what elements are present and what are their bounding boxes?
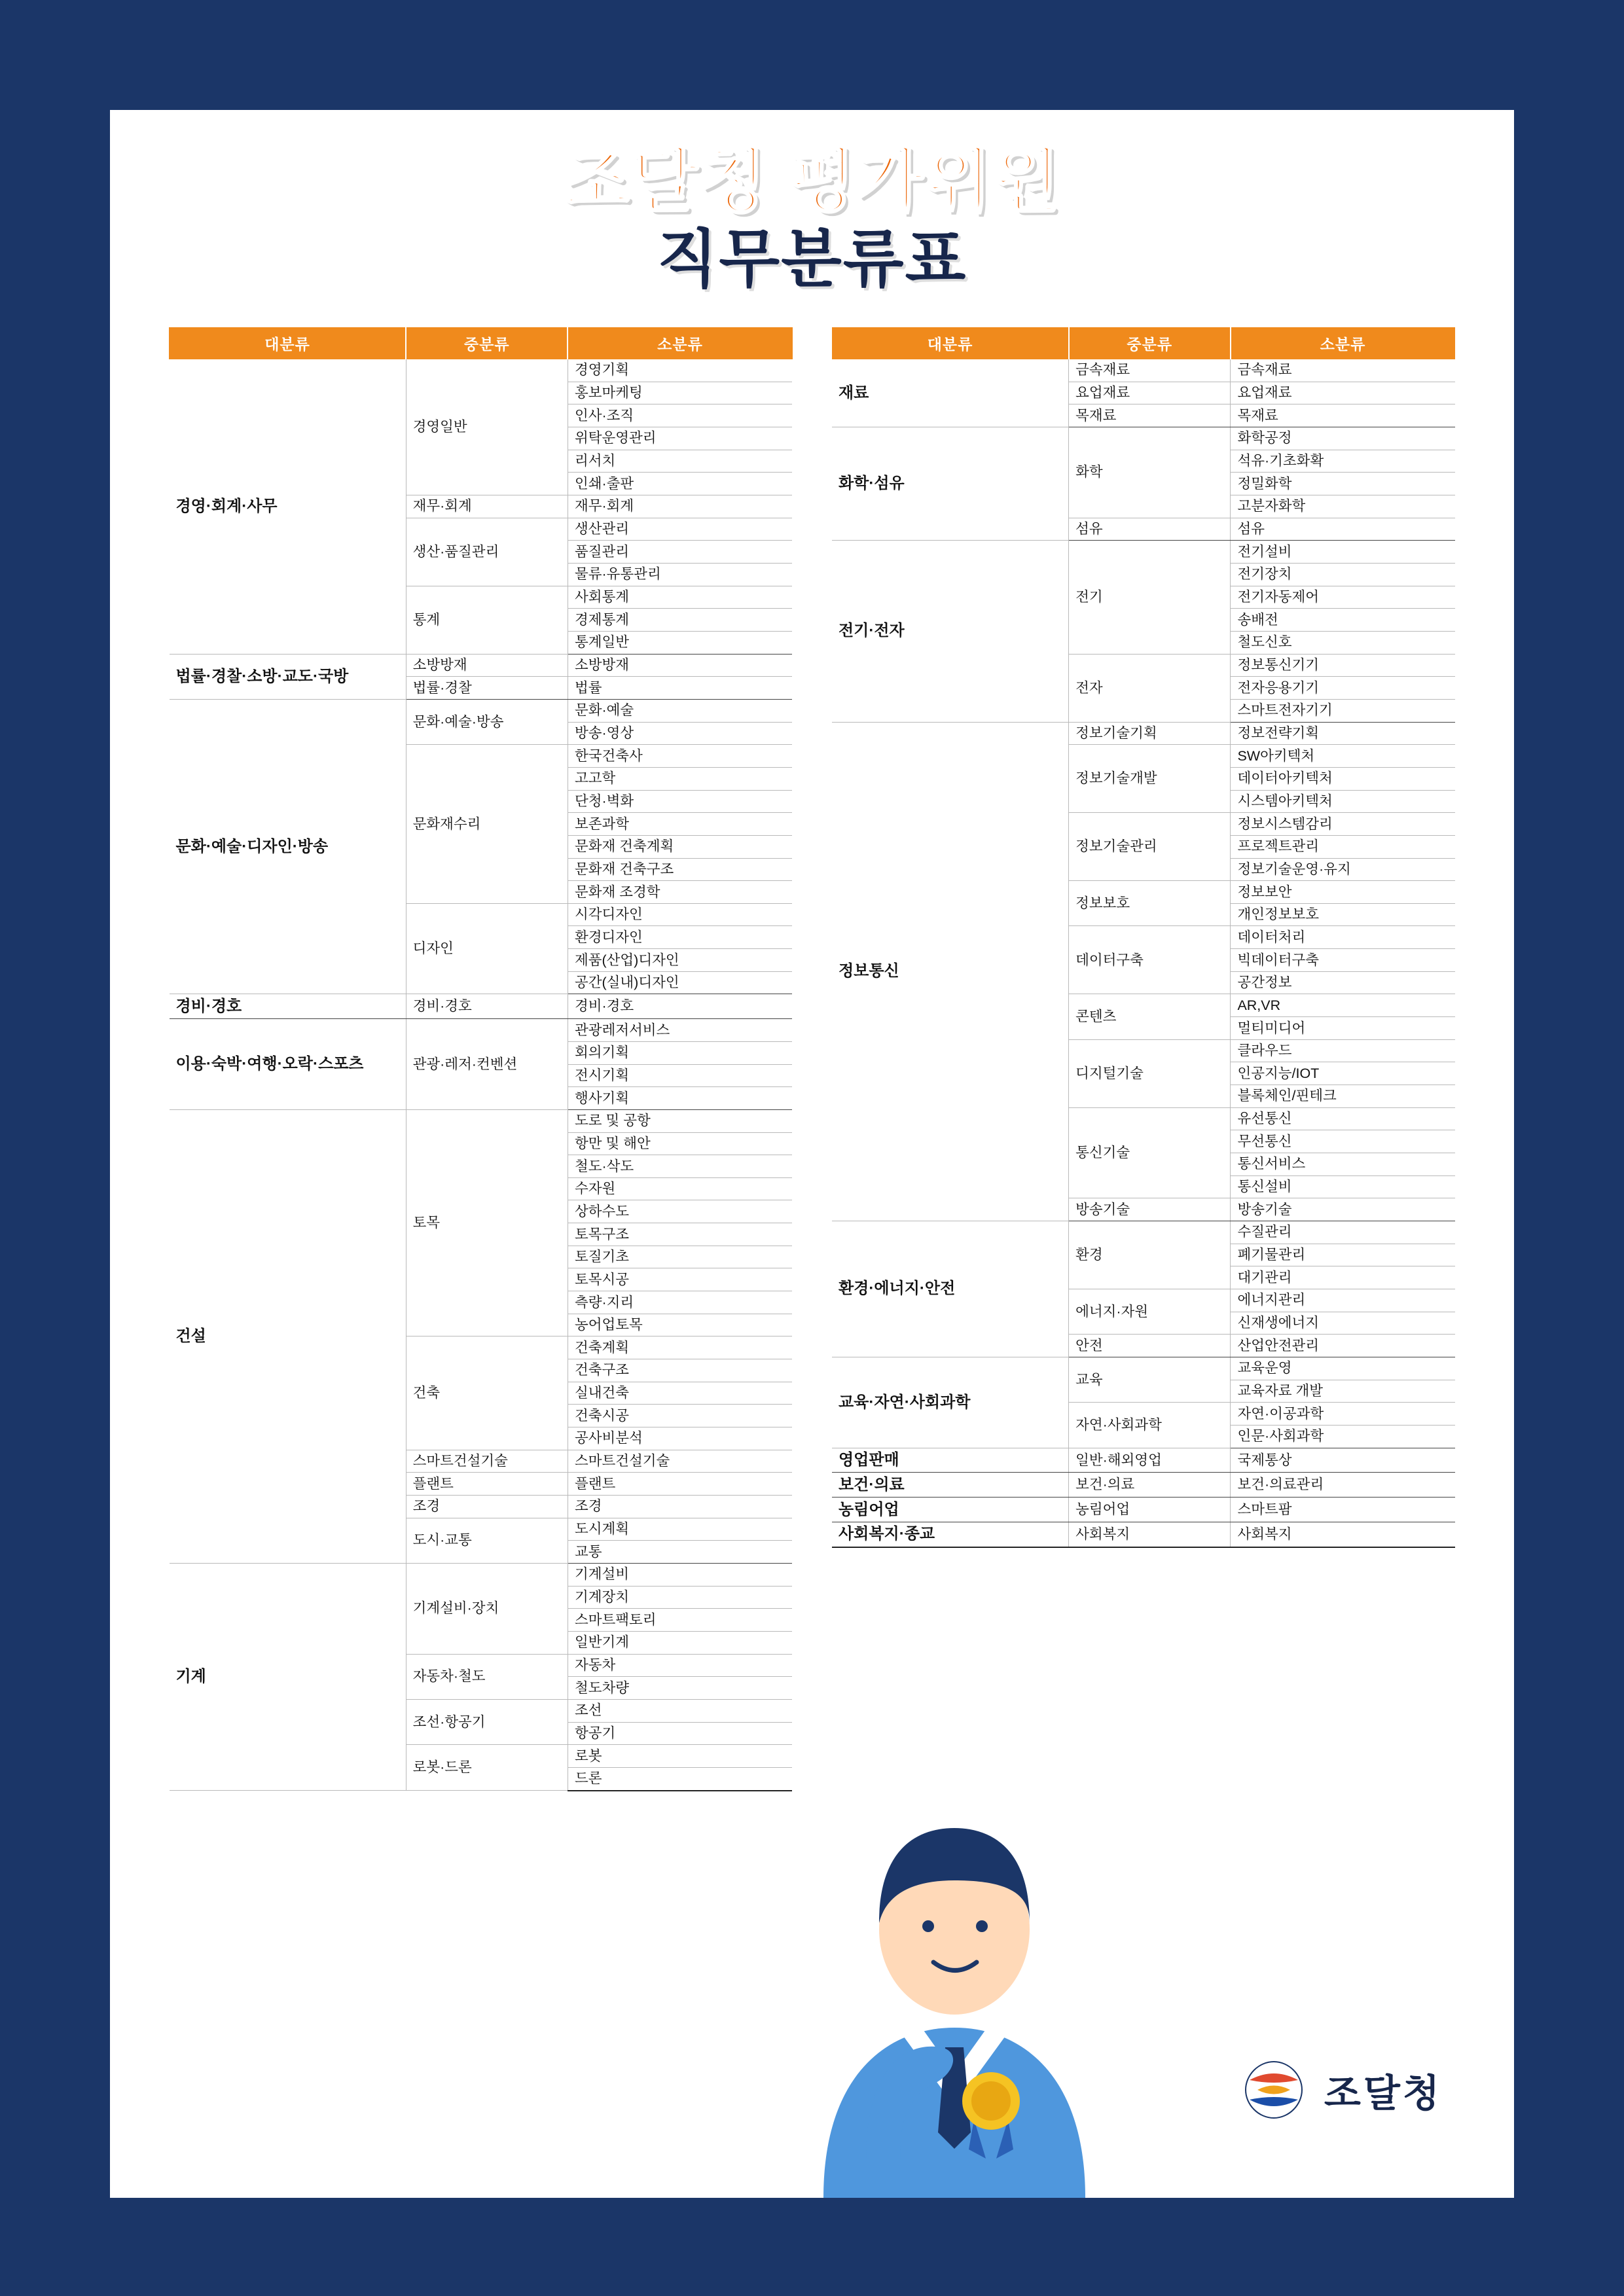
table-row xyxy=(832,1473,1455,1498)
major-category-cell: 영업판매 xyxy=(832,1448,1069,1473)
minor-category-cell: 에너지관리 xyxy=(1231,1289,1455,1312)
middle-category-cell: 스마트건설기술 xyxy=(406,1450,568,1473)
table-row xyxy=(170,699,793,722)
page-subtitle: 직무분류표 xyxy=(657,224,967,295)
table-row xyxy=(832,1357,1455,1380)
minor-category-cell: 금속재료 xyxy=(1231,359,1455,382)
table-row xyxy=(832,427,1455,450)
middle-category-cell: 플랜트 xyxy=(406,1473,568,1496)
minor-category-cell: 무선통신 xyxy=(1231,1130,1455,1153)
table-row xyxy=(832,541,1455,564)
minor-category-cell: 조경 xyxy=(568,1496,792,1518)
header-middle: 중분류 xyxy=(406,328,568,359)
minor-category-cell: 방송·영상 xyxy=(568,722,792,745)
middle-category-cell: 데이터구축 xyxy=(1069,926,1231,994)
minor-category-cell: 회의기획 xyxy=(568,1041,792,1064)
minor-category-cell: 일반기계 xyxy=(568,1631,792,1654)
minor-category-cell: 실내건축 xyxy=(568,1382,792,1405)
major-category-cell: 경영·회계·사무 xyxy=(170,359,406,655)
minor-category-cell: 철도신호 xyxy=(1231,631,1455,654)
table-row xyxy=(832,722,1455,745)
minor-category-cell: 도시계획 xyxy=(568,1518,792,1541)
minor-category-cell: 전기설비 xyxy=(1231,541,1455,564)
middle-category-cell: 정보보호 xyxy=(1069,881,1231,926)
minor-category-cell: 통신서비스 xyxy=(1231,1153,1455,1176)
table-header-row xyxy=(170,328,793,359)
minor-category-cell: 데이터아키텍처 xyxy=(1231,767,1455,790)
minor-category-cell: 경제통계 xyxy=(568,609,792,632)
minor-category-cell: 개인정보보호 xyxy=(1231,903,1455,926)
middle-category-cell: 문화재수리 xyxy=(406,745,568,904)
minor-category-cell: 빅데이터구축 xyxy=(1231,949,1455,972)
minor-category-cell: 인사·조직 xyxy=(568,404,792,427)
minor-category-cell: 사회통계 xyxy=(568,586,792,609)
table-body-left xyxy=(170,359,793,1791)
table-row xyxy=(832,1522,1455,1547)
middle-category-cell: 콘텐츠 xyxy=(1069,994,1231,1039)
table-row xyxy=(832,1448,1455,1473)
middle-category-cell: 전자 xyxy=(1069,654,1231,722)
minor-category-cell: 자동차 xyxy=(568,1654,792,1677)
minor-category-cell: 정보통신기기 xyxy=(1231,654,1455,677)
middle-category-cell: 조선·항공기 xyxy=(406,1699,568,1744)
left-column xyxy=(169,327,793,1791)
middle-category-cell: 정보기술개발 xyxy=(1069,745,1231,813)
minor-category-cell: 수자원 xyxy=(568,1177,792,1200)
minor-category-cell: 농어업토목 xyxy=(568,1314,792,1336)
minor-category-cell: 철도차량 xyxy=(568,1677,792,1700)
minor-category-cell: 인쇄·출판 xyxy=(568,473,792,495)
minor-category-cell: 스마트전자기기 xyxy=(1231,699,1455,722)
middle-category-cell: 요업재료 xyxy=(1069,382,1231,404)
major-category-cell: 환경·에너지·안전 xyxy=(832,1221,1069,1357)
middle-category-cell: 경비·경호 xyxy=(406,994,568,1019)
minor-category-cell: 건축구조 xyxy=(568,1359,792,1382)
minor-category-cell: 항공기 xyxy=(568,1722,792,1745)
minor-category-cell: 단청·벽화 xyxy=(568,790,792,813)
minor-category-cell: 전시기획 xyxy=(568,1064,792,1087)
agency-logo xyxy=(1238,2054,1442,2126)
middle-category-cell: 교육 xyxy=(1069,1357,1231,1402)
minor-category-cell: 대기관리 xyxy=(1231,1266,1455,1289)
minor-category-cell: 도로 및 공항 xyxy=(568,1109,792,1132)
classification-table-right xyxy=(832,327,1456,1548)
table-row xyxy=(170,1563,793,1586)
minor-category-cell: 화학공정 xyxy=(1231,427,1455,450)
classification-table-left xyxy=(169,327,793,1791)
minor-category-cell: 방송기술 xyxy=(1231,1198,1455,1221)
minor-category-cell: 목재료 xyxy=(1231,404,1455,427)
minor-category-cell: 행사기획 xyxy=(568,1087,792,1110)
poster-card xyxy=(110,110,1514,2198)
table-row xyxy=(832,1221,1455,1244)
table-row xyxy=(170,994,793,1019)
middle-category-cell: 정보기술관리 xyxy=(1069,813,1231,881)
poster-title-block xyxy=(110,110,1514,296)
middle-category-cell: 관광·레저·컨벤션 xyxy=(406,1019,568,1110)
middle-category-cell: 섬유 xyxy=(1069,518,1231,541)
minor-category-cell: 리서치 xyxy=(568,450,792,473)
middle-category-cell: 도시·교통 xyxy=(406,1518,568,1563)
minor-category-cell: 국제통상 xyxy=(1231,1448,1455,1473)
middle-category-cell: 디자인 xyxy=(406,903,568,994)
middle-category-cell: 화학 xyxy=(1069,427,1231,518)
minor-category-cell: 한국건축사 xyxy=(568,745,792,768)
minor-category-cell: 수질관리 xyxy=(1231,1221,1455,1244)
minor-category-cell: 사회복지 xyxy=(1231,1522,1455,1547)
minor-category-cell: 드론 xyxy=(568,1767,792,1790)
table-row xyxy=(170,1019,793,1042)
middle-category-cell: 생산·품질관리 xyxy=(406,518,568,586)
minor-category-cell: 교육운영 xyxy=(1231,1357,1455,1380)
middle-category-cell: 토목 xyxy=(406,1109,568,1336)
minor-category-cell: 홍보마케팅 xyxy=(568,382,792,404)
major-category-cell: 정보통신 xyxy=(832,722,1069,1221)
major-category-cell: 사회복지·종교 xyxy=(832,1522,1069,1547)
middle-category-cell: 목재료 xyxy=(1069,404,1231,427)
middle-category-cell: 디지털기술 xyxy=(1069,1039,1231,1107)
minor-category-cell: 토질기초 xyxy=(568,1246,792,1268)
middle-category-cell: 자동차·철도 xyxy=(406,1654,568,1699)
minor-category-cell: 제품(산업)디자인 xyxy=(568,949,792,972)
header-middle: 중분류 xyxy=(1069,328,1231,359)
minor-category-cell: 정보보안 xyxy=(1231,881,1455,904)
major-category-cell: 건설 xyxy=(170,1109,406,1563)
middle-category-cell: 전기 xyxy=(1069,541,1231,654)
minor-category-cell: 교육자료 개발 xyxy=(1231,1380,1455,1403)
major-category-cell: 교육·자연·사회과학 xyxy=(832,1357,1069,1448)
minor-category-cell: 정보시스템감리 xyxy=(1231,813,1455,836)
minor-category-cell: 스마트팜 xyxy=(1231,1498,1455,1522)
classification-tables xyxy=(110,296,1514,1791)
minor-category-cell: 블록체인/핀테크 xyxy=(1231,1085,1455,1108)
minor-category-cell: 위탁운영관리 xyxy=(568,427,792,450)
minor-category-cell: 시스템아키텍처 xyxy=(1231,790,1455,813)
minor-category-cell: 경비·경호 xyxy=(568,994,792,1019)
minor-category-cell: 품질관리 xyxy=(568,541,792,564)
minor-category-cell: 법률 xyxy=(568,677,792,700)
minor-category-cell: 고분자화학 xyxy=(1231,495,1455,518)
minor-category-cell: 경영기획 xyxy=(568,359,792,382)
minor-category-cell: 석유·기초화확 xyxy=(1231,450,1455,473)
minor-category-cell: 스마트팩토리 xyxy=(568,1609,792,1632)
minor-category-cell: 인문·사회과학 xyxy=(1231,1425,1455,1448)
major-category-cell: 법률·경찰·소방·교도·국방 xyxy=(170,654,406,699)
minor-category-cell: 철도·삭도 xyxy=(568,1155,792,1178)
minor-category-cell: 생산관리 xyxy=(568,518,792,541)
minor-category-cell: 공간정보 xyxy=(1231,971,1455,994)
minor-category-cell: 통신설비 xyxy=(1231,1175,1455,1198)
minor-category-cell: 상하수도 xyxy=(568,1200,792,1223)
major-category-cell: 이용·숙박·여행·오락·스포츠 xyxy=(170,1019,406,1110)
minor-category-cell: 신재생에너지 xyxy=(1231,1312,1455,1335)
minor-category-cell: 유선통신 xyxy=(1231,1107,1455,1130)
middle-category-cell: 안전 xyxy=(1069,1335,1231,1357)
middle-category-cell: 로봇·드론 xyxy=(406,1745,568,1791)
minor-category-cell: 토목시공 xyxy=(568,1268,792,1291)
minor-category-cell: 인공지능/IOT xyxy=(1231,1062,1455,1085)
minor-category-cell: 섬유 xyxy=(1231,518,1455,541)
middle-category-cell: 통신기술 xyxy=(1069,1107,1231,1198)
minor-category-cell: 전기자동제어 xyxy=(1231,586,1455,609)
middle-category-cell: 법률·경찰 xyxy=(406,677,568,700)
minor-category-cell: 공간(실내)디자인 xyxy=(568,971,792,994)
header-minor: 소분류 xyxy=(1231,328,1455,359)
header-major: 대분류 xyxy=(170,328,406,359)
minor-category-cell: 시각디자인 xyxy=(568,903,792,926)
minor-category-cell: 정보기술운영·유지 xyxy=(1231,858,1455,881)
minor-category-cell: 전자응용기기 xyxy=(1231,677,1455,700)
middle-category-cell: 재무·회계 xyxy=(406,495,568,518)
evaluator-illustration xyxy=(725,1766,1183,2198)
major-category-cell: 경비·경호 xyxy=(170,994,406,1019)
major-category-cell: 농림어업 xyxy=(832,1498,1069,1522)
middle-category-cell: 금속재료 xyxy=(1069,359,1231,382)
minor-category-cell: SW아키텍처 xyxy=(1231,745,1455,768)
middle-category-cell: 환경 xyxy=(1069,1221,1231,1289)
minor-category-cell: 자연·이공과학 xyxy=(1231,1403,1455,1426)
major-category-cell: 기계 xyxy=(170,1563,406,1790)
table-body-right xyxy=(832,359,1455,1547)
middle-category-cell: 소방방재 xyxy=(406,654,568,677)
middle-category-cell: 방송기술 xyxy=(1069,1198,1231,1221)
minor-category-cell: 토목구조 xyxy=(568,1223,792,1246)
middle-category-cell: 경영일반 xyxy=(406,359,568,495)
minor-category-cell: 소방방재 xyxy=(568,654,792,677)
minor-category-cell: 측량·지리 xyxy=(568,1291,792,1314)
middle-category-cell: 통계 xyxy=(406,586,568,654)
minor-category-cell: 로봇 xyxy=(568,1745,792,1768)
minor-category-cell: 물류·유통관리 xyxy=(568,563,792,586)
minor-category-cell: 보건·의료관리 xyxy=(1231,1473,1455,1498)
middle-category-cell: 사회복지 xyxy=(1069,1522,1231,1547)
minor-category-cell: 항만 및 해안 xyxy=(568,1132,792,1155)
government-emblem-icon xyxy=(1238,2054,1310,2126)
minor-category-cell: 전기장치 xyxy=(1231,563,1455,586)
minor-category-cell: 클라우드 xyxy=(1231,1039,1455,1062)
minor-category-cell: 문화재 조경학 xyxy=(568,881,792,904)
minor-category-cell: 통계일반 xyxy=(568,631,792,654)
table-row xyxy=(170,359,793,382)
middle-category-cell: 정보기술기획 xyxy=(1069,722,1231,745)
minor-category-cell: 공사비분석 xyxy=(568,1427,792,1450)
table-row xyxy=(832,359,1455,382)
middle-category-cell: 농림어업 xyxy=(1069,1498,1231,1522)
minor-category-cell: 송배전 xyxy=(1231,609,1455,632)
minor-category-cell: 고고학 xyxy=(568,767,792,790)
minor-category-cell: 관광레저서비스 xyxy=(568,1019,792,1042)
minor-category-cell: 데이터처리 xyxy=(1231,926,1455,949)
minor-category-cell: 정보전략기획 xyxy=(1231,722,1455,745)
minor-category-cell: 기계장치 xyxy=(568,1586,792,1609)
minor-category-cell: 재무·회계 xyxy=(568,495,792,518)
table-row xyxy=(170,1109,793,1132)
minor-category-cell: 요업재료 xyxy=(1231,382,1455,404)
minor-category-cell: 멀티미디어 xyxy=(1231,1017,1455,1040)
agency-name: 조달청 xyxy=(1324,2072,1442,2115)
minor-category-cell: 교통 xyxy=(568,1541,792,1564)
middle-category-cell: 보건·의료 xyxy=(1069,1473,1231,1498)
middle-category-cell: 문화·예술·방송 xyxy=(406,699,568,744)
minor-category-cell: 환경디자인 xyxy=(568,926,792,949)
table-header-row xyxy=(832,328,1455,359)
table-row xyxy=(832,1498,1455,1522)
minor-category-cell: 조선 xyxy=(568,1699,792,1722)
middle-category-cell: 건축 xyxy=(406,1336,568,1450)
middle-category-cell: 자연·사회과학 xyxy=(1069,1403,1231,1448)
minor-category-cell: 폐기물관리 xyxy=(1231,1244,1455,1266)
minor-category-cell: 기계설비 xyxy=(568,1563,792,1586)
major-category-cell: 재료 xyxy=(832,359,1069,427)
minor-category-cell: 보존과학 xyxy=(568,813,792,836)
minor-category-cell: 산업안전관리 xyxy=(1231,1335,1455,1357)
minor-category-cell: 문화재 건축계획 xyxy=(568,835,792,858)
middle-category-cell: 일반·해외영업 xyxy=(1069,1448,1231,1473)
header-minor: 소분류 xyxy=(568,328,792,359)
minor-category-cell: 문화재 건축구조 xyxy=(568,858,792,881)
major-category-cell: 문화·예술·디자인·방송 xyxy=(170,699,406,994)
minor-category-cell: AR,VR xyxy=(1231,994,1455,1017)
minor-category-cell: 스마트건설기술 xyxy=(568,1450,792,1473)
minor-category-cell: 문화·예술 xyxy=(568,699,792,722)
header-major: 대분류 xyxy=(832,328,1069,359)
page-title: 조달청 평가위원 xyxy=(562,143,1062,220)
minor-category-cell: 건축계획 xyxy=(568,1336,792,1359)
minor-category-cell: 플랜트 xyxy=(568,1473,792,1496)
table-row xyxy=(170,654,793,677)
middle-category-cell: 기계설비·장치 xyxy=(406,1563,568,1654)
minor-category-cell: 정밀화학 xyxy=(1231,473,1455,495)
minor-category-cell: 건축시공 xyxy=(568,1405,792,1427)
middle-category-cell: 조경 xyxy=(406,1496,568,1518)
middle-category-cell: 에너지·자원 xyxy=(1069,1289,1231,1334)
major-category-cell: 보건·의료 xyxy=(832,1473,1069,1498)
minor-category-cell: 프로젝트관리 xyxy=(1231,835,1455,858)
major-category-cell: 화학·섬유 xyxy=(832,427,1069,541)
right-column xyxy=(832,327,1456,1548)
major-category-cell: 전기·전자 xyxy=(832,541,1069,722)
